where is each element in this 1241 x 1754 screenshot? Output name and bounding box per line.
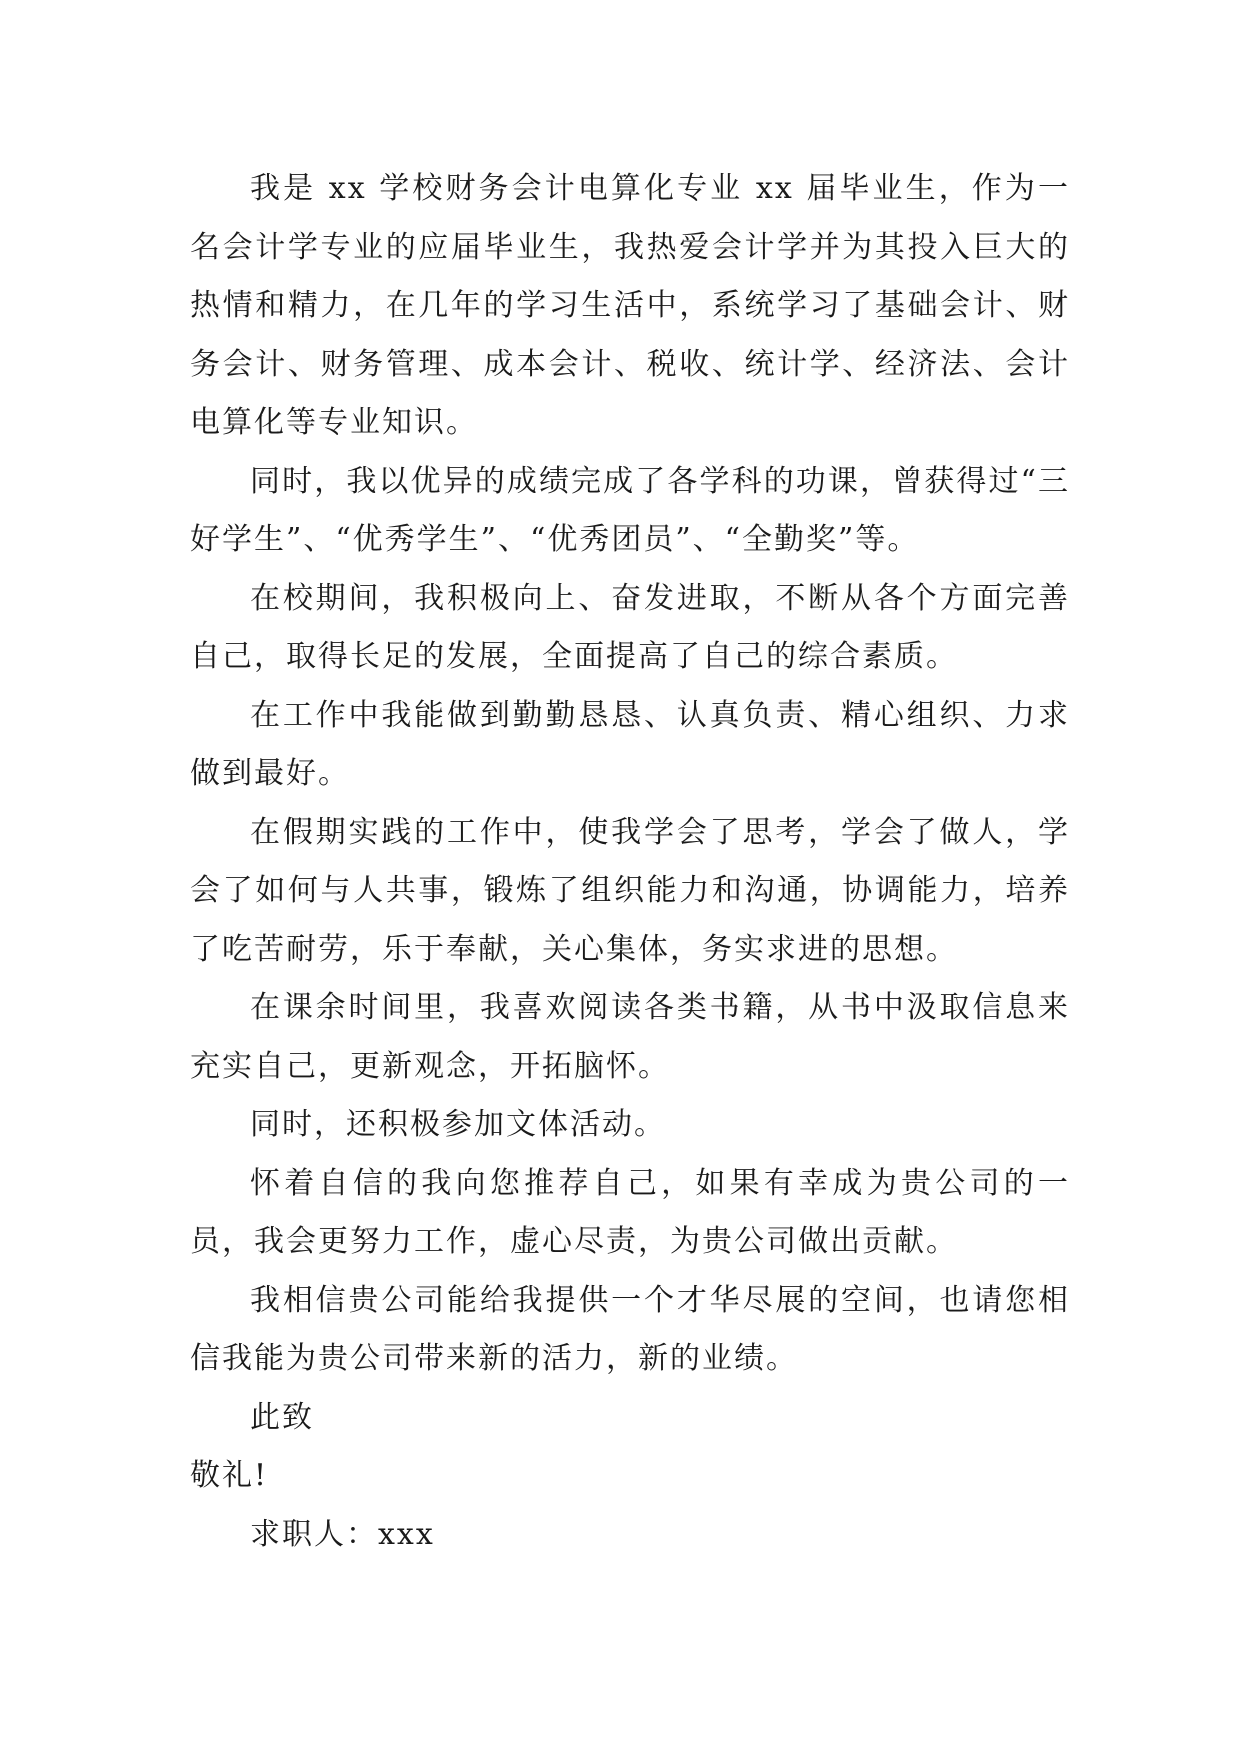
paragraph-work: 在工作中我能做到勤勤恳恳、认真负责、精心组织、力求做到最好。 [190, 697, 1070, 791]
paragraph-reading: 在课余时间里，我喜欢阅读各类书籍，从书中汲取信息来充实自己，更新观念，开拓脑怀。 [190, 990, 1070, 1084]
paragraph-recommend: 怀着自信的我向您推荐自己，如果有幸成为贵公司的一员，我会更努力工作，虚心尽责，为贵公司做出贡献。 [190, 1165, 1070, 1259]
salute: 敬礼! [190, 1458, 269, 1493]
letter-body [190, 160, 1070, 1564]
paragraph-practice: 在假期实践的工作中，使我学会了思考，学会了做人，学会了如何与人共事，锻炼了组织能力和沟通，协调能力，培养了吃苦耐劳，乐于奉献，关心集体，务实求进的思想。 [190, 814, 1070, 967]
paragraph-intro: 我是 xx 学校财务会计电算化专业 xx 届毕业生，作为一名会计学专业的应届毕业生，我热爱会计学并为其投入巨大的热情和精力，在几年的学习生活中，系统学习了基础会计、财务会计、财务管理、成本会计、税收、统计学、经济法、会计电算化等专业知识。 [190, 171, 1070, 440]
signature: 求职人：xxx [250, 1516, 435, 1552]
paragraph-school: 在校期间，我积极向上、奋发进取，不断从各个方面完善自己，取得长足的发展，全面提高了自己的综合素质。 [190, 580, 1070, 674]
paragraph-activities: 同时，还积极参加文体活动。 [250, 1107, 666, 1142]
closing: 此致 [250, 1399, 314, 1435]
paragraph-trust: 我相信贵公司能给我提供一个才华尽展的空间，也请您相信我能为贵公司带来新的活力，新的业绩。 [190, 1282, 1070, 1376]
paragraph-honors: 同时，我以优异的成绩完成了各学科的功课，曾获得过“三好学生”、“优秀学生”、“优秀团员”、“全勤奖”等。 [190, 463, 1070, 557]
